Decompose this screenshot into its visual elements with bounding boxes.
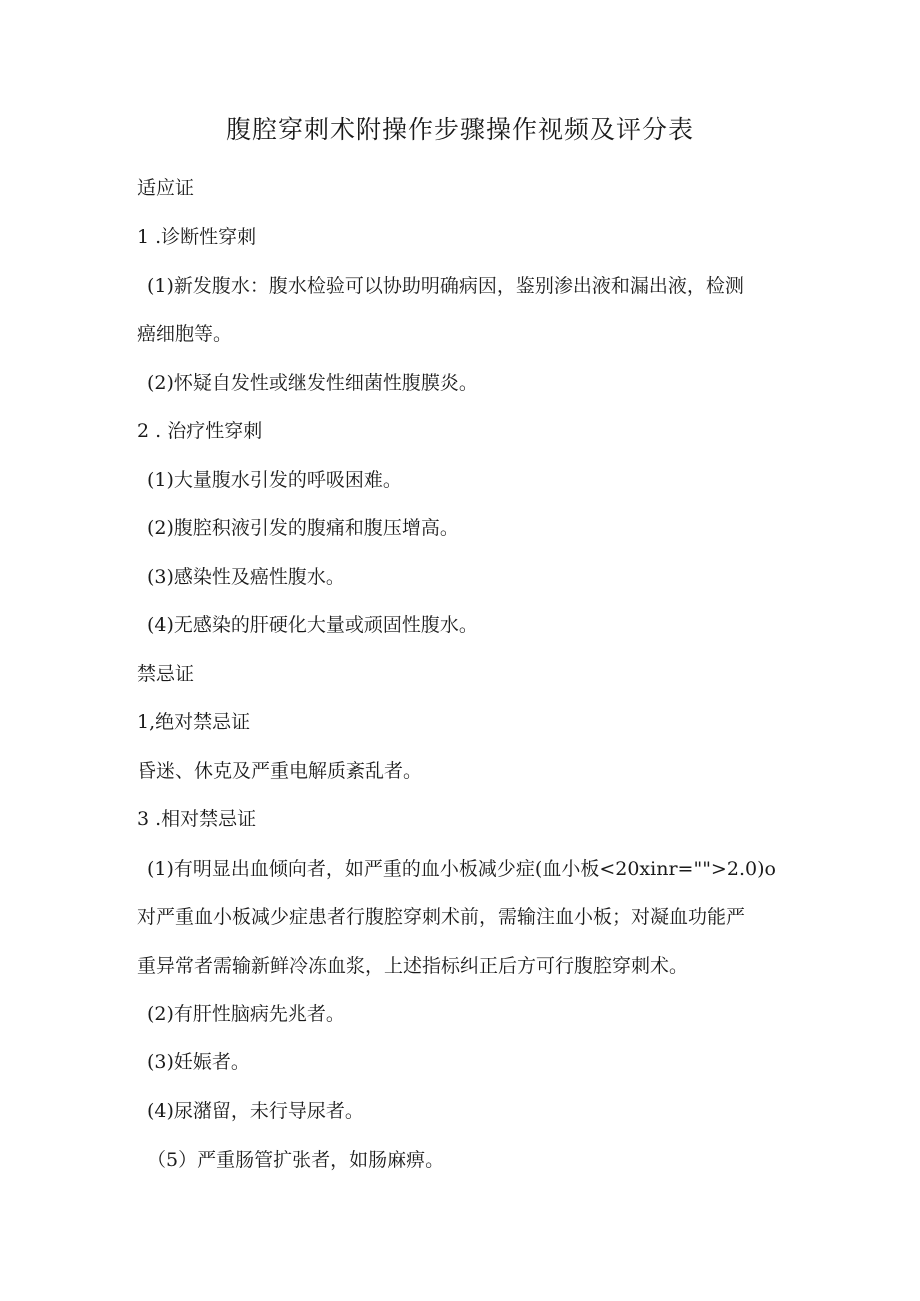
list-item: (2)有肝性脑病先兆者。 [147,1003,345,1025]
list-item: (4)无感染的肝硬化大量或顽固性腹水。 [147,614,478,636]
list-item-continuation: 重异常者需输新鲜冷冻血浆，上述指标纠正后方可行腹腔穿刺术。 [137,955,689,977]
list-item: (1)有明显出血倾向者，如严重的血小板减少症(血小板<20xinr="">2.0)o [147,858,776,880]
list-item: (2)腹腔积液引发的腹痛和腹压增高。 [147,517,459,539]
list-item: （5）严重肠管扩张者，如肠麻痹。 [147,1149,445,1171]
subheading-relative: 3 .相对禁忌证 [137,808,257,830]
list-item: (3)感染性及癌性腹水。 [147,566,345,588]
section-heading-indications: 适应证 [137,177,195,199]
section-heading-contraindications: 禁忌证 [137,663,195,685]
list-item-continuation: 对严重血小板减少症患者行腹腔穿刺术前，需输注血小板；对凝血功能严 [137,906,746,928]
list-item: (3)妊娠者。 [147,1051,250,1073]
list-item: (1)新发腹水：腹水检验可以协助明确病因，鉴别渗出液和漏出液，检测 [147,275,744,297]
paragraph: 昏迷、休克及严重电解质紊乱者。 [137,760,423,782]
subheading-therapeutic: 2 . 治疗性穿刺 [137,420,263,442]
document-title: 腹腔穿刺术附操作步骤操作视频及评分表 [225,115,694,144]
list-item: (2)怀疑自发性或继发性细菌性腹膜炎。 [147,372,478,394]
list-item: (1)大量腹水引发的呼吸困难。 [147,469,402,491]
subheading-absolute: 1,绝对禁忌证 [137,711,251,733]
list-item-continuation: 癌细胞等。 [137,323,233,345]
subheading-diagnostic: 1 .诊断性穿刺 [137,226,257,248]
list-item: (4)尿潴留，未行导尿者。 [147,1100,364,1122]
